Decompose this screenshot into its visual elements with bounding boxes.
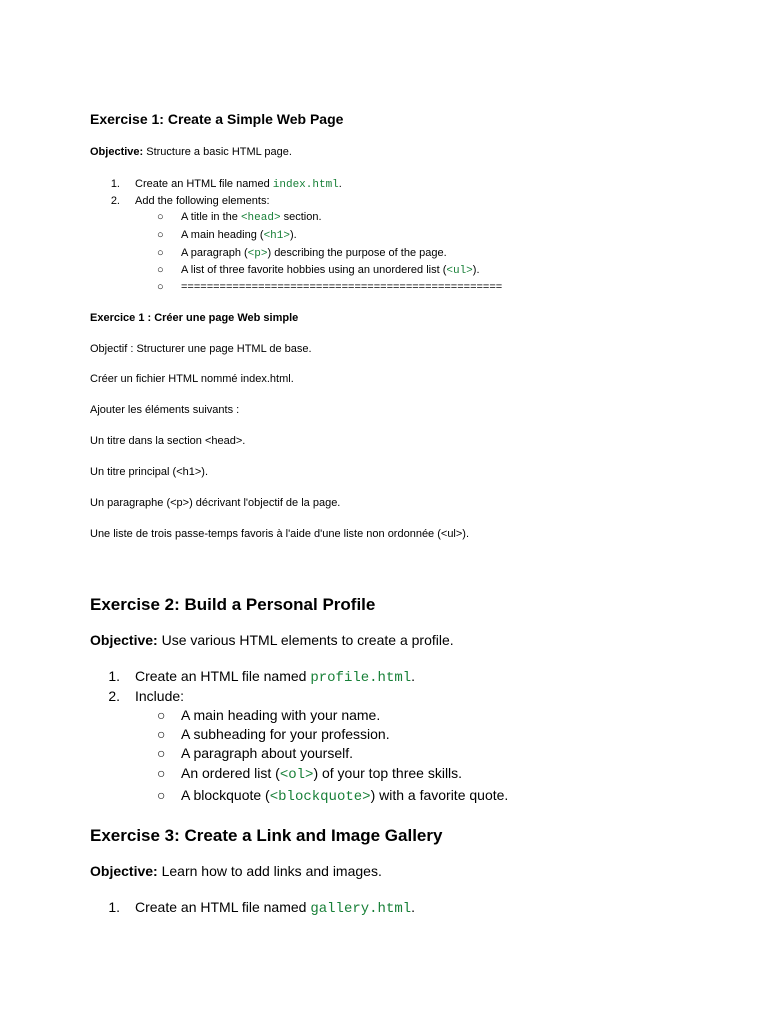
code-filename: index.html xyxy=(272,179,339,191)
list-number: 1. xyxy=(108,899,120,915)
bullet-icon: ○ xyxy=(157,765,166,781)
exercise-2-title: Exercise 2: Build a Personal Profile xyxy=(90,595,376,614)
objective-text: Use various HTML elements to create a profile. xyxy=(157,632,454,648)
objective-label: Objective: xyxy=(90,632,158,648)
bullet-icon: ○ xyxy=(157,229,164,241)
bullet-icon: ○ xyxy=(157,707,166,723)
bullet-icon: ○ xyxy=(157,247,164,259)
list-number: 2. xyxy=(110,195,120,207)
separator-line: ================================================== xyxy=(181,281,503,293)
exercise-1-objective xyxy=(90,146,292,158)
objective-label: Objective: xyxy=(90,863,158,879)
bullet-icon: ○ xyxy=(157,264,164,276)
list-number: 1. xyxy=(108,668,120,684)
fr-line: Une liste de trois passe-temps favoris à l'aide d'une liste non ordonnée (<ul>). xyxy=(90,528,470,540)
list-number: 1. xyxy=(110,178,120,190)
fr-line: Un titre dans la section <head>. xyxy=(90,435,246,447)
exercice-1-title-fr: Exercice 1 : Créer une page Web simple xyxy=(90,312,299,324)
fr-line: Un paragraphe (<p>) décrivant l'objectif de la page. xyxy=(90,497,341,509)
objective-text: Learn how to add links and images. xyxy=(157,863,382,879)
bullet-icon: ○ xyxy=(157,745,166,761)
bullet-icon: ○ xyxy=(157,787,166,803)
objective-text: Structure a basic HTML page. xyxy=(143,146,292,158)
bullet-icon: ○ xyxy=(157,281,164,293)
fr-line: Un titre principal (<h1>). xyxy=(90,466,208,478)
exercise-2-objective xyxy=(90,632,454,648)
code-filename: profile.html xyxy=(310,670,412,686)
bullet-icon: ○ xyxy=(157,211,164,223)
bullet-icon: ○ xyxy=(157,726,166,742)
fr-line: Créer un fichier HTML nommé index.html. xyxy=(90,373,294,385)
fr-line: Objectif : Structurer une page HTML de base. xyxy=(90,343,312,355)
code-filename: gallery.html xyxy=(310,901,412,917)
fr-line: Ajouter les éléments suivants : xyxy=(90,404,240,416)
exercise-3-objective xyxy=(90,863,382,879)
objective-label: Objective: xyxy=(90,146,144,158)
exercise-3-title: Exercise 3: Create a Link and Image Gallery xyxy=(90,826,443,845)
list-number: 2. xyxy=(108,688,120,704)
exercise-1-title: Exercise 1: Create a Simple Web Page xyxy=(90,111,344,127)
